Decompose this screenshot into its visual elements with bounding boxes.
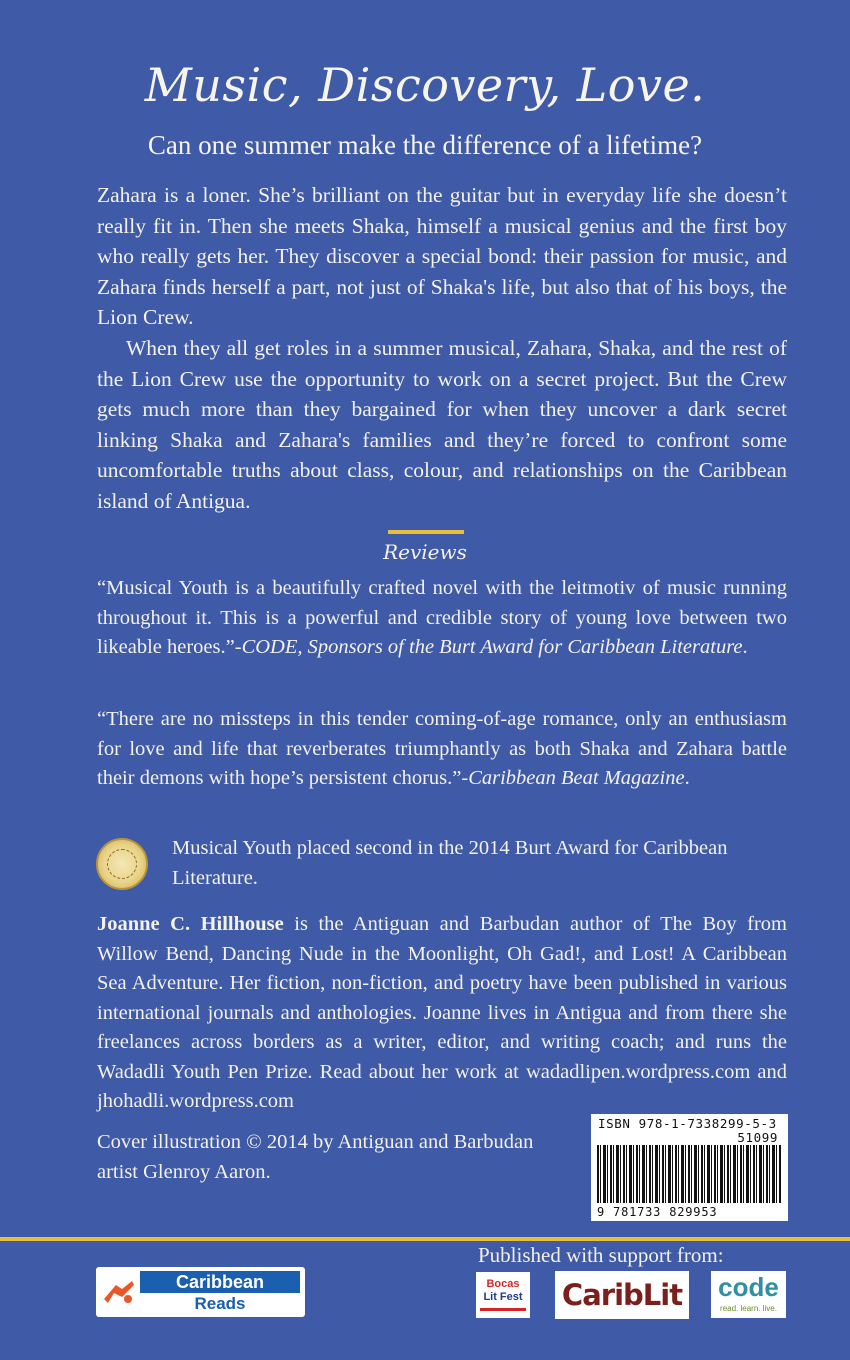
isbn-number: ISBN 978-1-7338299-5-3 [598, 1116, 777, 1131]
barcode-digits: 9 781733 829953 [597, 1205, 718, 1219]
review-1 [97, 574, 787, 663]
bocas-word: Bocas [486, 1278, 520, 1290]
review-2-end: . [684, 767, 690, 789]
blurb-paragraph-2: When they all get roles in a summer musical, Zahara, Shaka, and the rest of the Lion Crew use the opportunity to work on a secret project. But the Crew gets much more than they bargained for when they uncover a dark secret linking Shaka and Zahara's families and they’re forced to confront some uncomfortable truths about class, colour, and relationships on the Caribbean island of Antigua. [97, 335, 787, 513]
burt-award-seal-icon [96, 838, 148, 890]
review-2-source: Caribbean Beat Magazine [468, 767, 685, 789]
cariblit-logo: CaribLit [555, 1271, 689, 1319]
code-tagline: read. learn. live. [720, 1304, 777, 1313]
caribbean-reads-word-2: Reads [194, 1294, 246, 1313]
author-bio [97, 910, 787, 1117]
lit-fest-word: Lit Fest [483, 1291, 523, 1303]
blurb-paragraph-1: Zahara is a loner. She’s brilliant on the guitar but in everyday life she doesn’t really fit in. Then she meets Shaka, himself a musical genius and the first boy who really gets her. They discover a special bond: their passion for music, and Zahara finds herself a part, not just of Shaka's life, but also that of his boys, the Lion Crew. [97, 183, 787, 330]
gold-divider [388, 530, 464, 534]
review-1-quote: “Musical Youth is a beautifully crafted novel with the leitmotiv of music running throughout it. This is a powerful and credible story of young love between two likeable heroes.”- [97, 577, 787, 658]
review-1-source: CODE, Sponsors of the Burt Award for Caribbean Literature [241, 636, 743, 658]
tagline: Music, Discovery, Love. [144, 58, 706, 112]
bocas-lit-fest-logo [476, 1272, 530, 1318]
blurb-question: Can one summer make the difference of a lifetime? [147, 130, 703, 160]
barcode-addon: 51099 [737, 1130, 778, 1145]
review-2-quote: “There are no missteps in this tender coming-of-age romance, only an enthusiasm for love and life that reverberates triumphantly as both Shaka and Zahara battle their demons with hope’s persistent chorus.”- [97, 708, 787, 789]
review-1-end: . [742, 636, 748, 658]
support-label: Published with support from: [478, 1243, 724, 1267]
code-word: code [718, 1272, 779, 1302]
caribbean-reads-word-1: Caribbean [140, 1271, 300, 1293]
author-bio-text: is the Antiguan and Barbudan author of The Boy from Willow Bend, Dancing Nude in the Moonlight, Oh Gad!, and Lost! A Caribbean Sea Adventure. Her fiction, non-fiction, and poetry have been published in various international journals and anthologies. Joanne lives in Antigua and from there she freelances across borders as a writer, editor, and writing coach; and runs the Wadadli Youth Pen Prize. Read about her work at wadadlipen.wordpress.com and jhohadli.wordpress.com [97, 913, 787, 1112]
award-text: Musical Youth placed second in the 2014 Burt Award for Caribbean Literature. [172, 837, 728, 889]
review-2 [97, 705, 787, 794]
cover-credit: Cover illustration © 2014 by Antiguan and Barbudan artist Glenroy Aaron. [97, 1131, 534, 1183]
caribbean-reads-logo [96, 1267, 305, 1317]
author-name: Joanne C. Hillhouse [97, 913, 284, 935]
bocas-stripe [480, 1308, 526, 1311]
barcode-bars-icon [597, 1145, 782, 1203]
isbn-barcode [591, 1114, 788, 1221]
hand-book-icon [102, 1277, 136, 1307]
code-logo [711, 1271, 786, 1318]
reviews-heading: Reviews [383, 540, 467, 564]
bottom-gold-rule [0, 1237, 850, 1241]
book-blurb [97, 180, 787, 517]
